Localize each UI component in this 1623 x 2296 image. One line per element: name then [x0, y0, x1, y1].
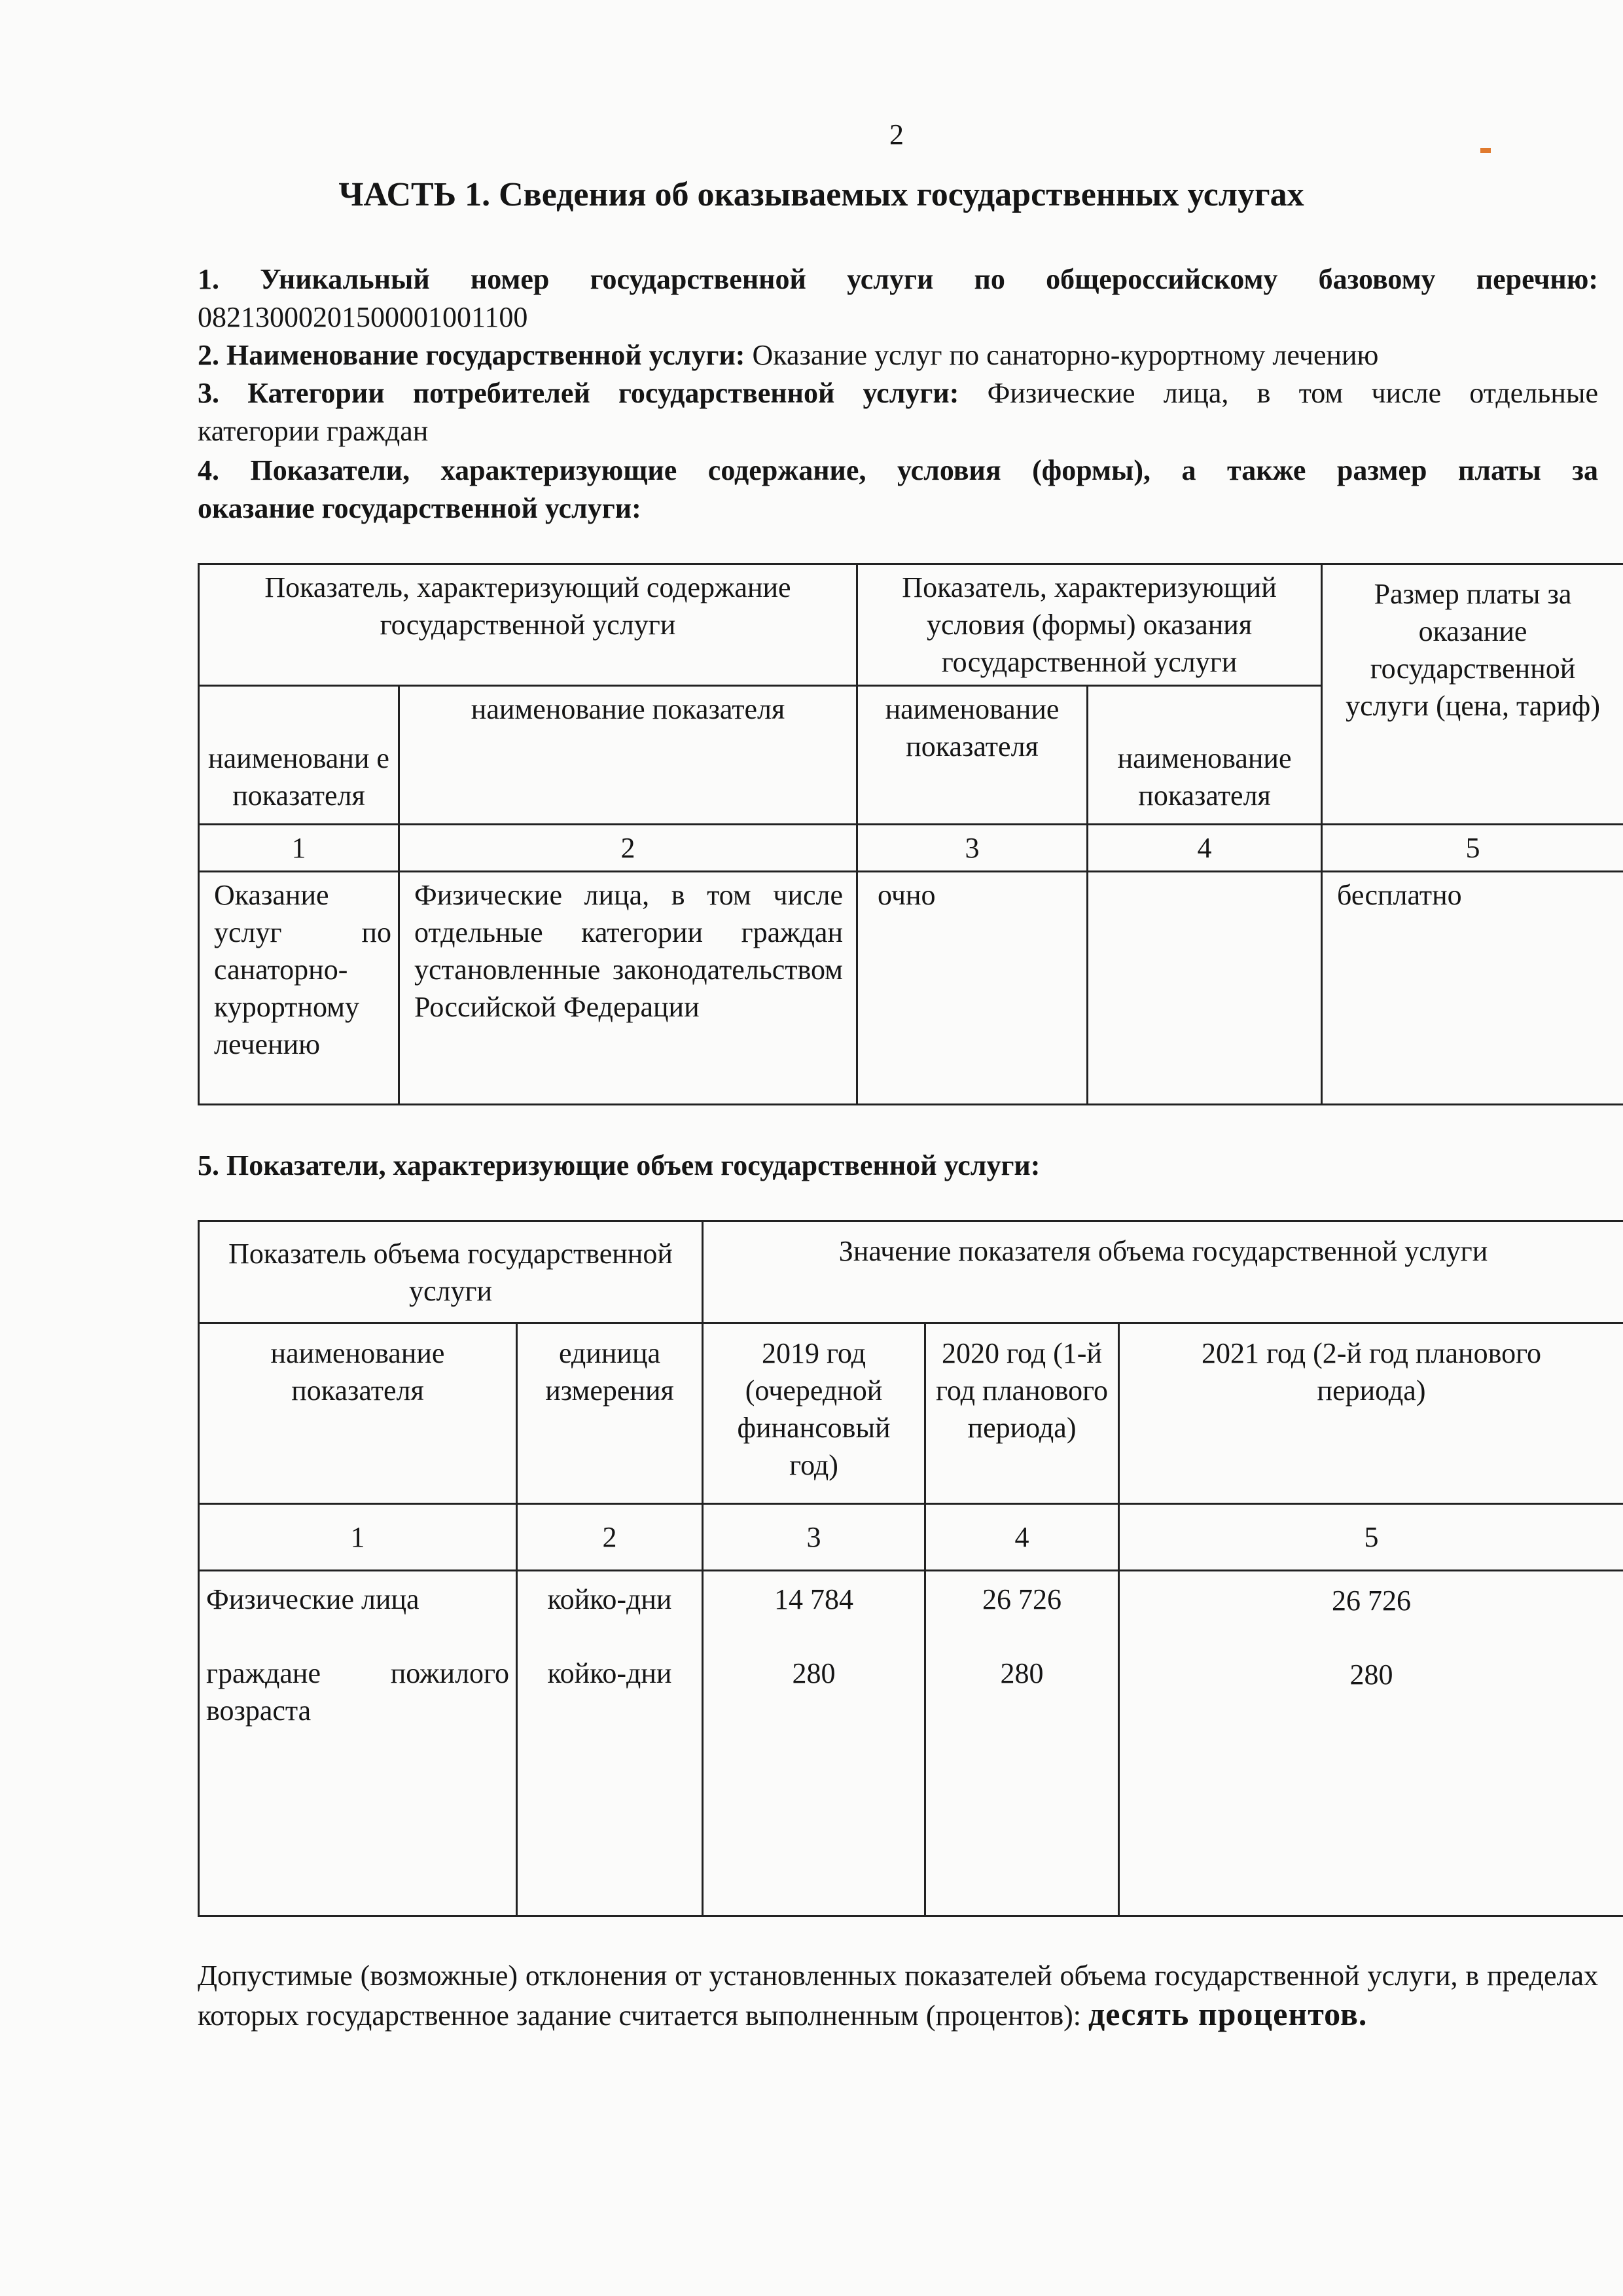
- item3-label: 3. Категории потребителей государственной услуги:: [198, 377, 959, 409]
- deviation-value: десять процентов.: [1088, 1996, 1368, 2032]
- t2-row1-2020: 26 726: [982, 1583, 1062, 1615]
- t1-sub-col1: наименовани е показателя: [199, 686, 399, 825]
- t1-cell-form: очно: [857, 872, 1088, 1105]
- t1-colnum-3: 3: [857, 825, 1088, 872]
- t2-row2-2020: 280: [1000, 1657, 1044, 1689]
- t2-2020-cell: [925, 1571, 1119, 1916]
- item3-value-line1: Физические лица, в том числе отдельные: [987, 377, 1599, 409]
- item5-label: 5. Показатели, характеризующие объем государственной услуги:: [198, 1149, 1041, 1181]
- t2-row2-2019: 280: [792, 1657, 836, 1689]
- t2-sub-unit: единица измерения: [517, 1323, 703, 1504]
- t1-head-content: Показатель, характеризующий содержание государственной услуги: [199, 564, 857, 686]
- item4-line1: 4. Показатели, характеризующие содержание, условия (формы), а также размер платы за: [198, 454, 1598, 486]
- t1-sub-col3: наименование показателя: [857, 686, 1088, 825]
- t2-colnum-3: 3: [703, 1504, 925, 1571]
- item4-line2: оказание государственной услуги:: [198, 492, 641, 524]
- t1-sub-col4: наименование показателя: [1088, 686, 1322, 825]
- t2-2019-cell: [703, 1571, 925, 1916]
- t1-colnum-4: 4: [1088, 825, 1322, 872]
- t1-cell-condition2: [1088, 872, 1322, 1105]
- item1-label: 1. Уникальный номер государственной услуги по общероссийскому базовому перечню:: [198, 263, 1598, 295]
- t2-row1-2021: 26 726: [1332, 1585, 1412, 1617]
- t1-cell-fee: бесплатно: [1322, 872, 1623, 1105]
- t2-2021-cell: [1119, 1571, 1623, 1916]
- t2-row1-name: Физические лица: [206, 1583, 419, 1615]
- t2-units-cell: [517, 1571, 703, 1916]
- t1-head-fee: Размер платы за оказание государственной услуги (цена, тариф): [1322, 564, 1623, 825]
- t2-row2-name: граждане пожилого возраста: [206, 1657, 509, 1727]
- t2-row2-2021: 280: [1349, 1659, 1393, 1691]
- deviation-text: Допустимые (возможные) отклонения от установленных показателей объема государственной услуги, в пределах которых государственное задание считается выполненным (процентов):: [198, 1960, 1598, 2032]
- item2-label: 2. Наименование государственной услуги:: [198, 339, 745, 371]
- page-number: 2: [889, 118, 904, 151]
- service-volume-table: [198, 1220, 1623, 1917]
- t2-sub-2021: 2021 год (2-й год планового периода): [1119, 1323, 1623, 1504]
- t2-head-indicator: Показатель объема государственной услуги: [199, 1221, 703, 1323]
- t1-colnum-1: 1: [199, 825, 399, 872]
- item2: [198, 336, 1598, 374]
- page-title: ЧАСТЬ 1. Сведения об оказываемых государственных услугах: [338, 176, 1304, 213]
- t2-sub-2019: 2019 год (очередной финансовый год): [703, 1323, 925, 1504]
- t2-colnum-5: 5: [1119, 1504, 1623, 1571]
- item3-value-line2: категории граждан: [198, 415, 429, 447]
- t2-sub-2020: 2020 год (1-й год планового периода): [925, 1323, 1119, 1504]
- t1-cell-consumers: Физические лица, в том числе отдельные категории граждан установленные законодательством Российской Федерации: [399, 872, 857, 1105]
- service-content-table: [198, 563, 1623, 1105]
- scan-mark: [1480, 148, 1491, 153]
- t1-cell-service: Оказание услуг по санаторно-курортному лечению: [199, 872, 399, 1105]
- item1-value: 0821300020150000100110​0: [198, 301, 528, 333]
- t2-colnum-4: 4: [925, 1504, 1119, 1571]
- t1-sub-col2: наименование показателя: [399, 686, 857, 825]
- t1-colnum-5: 5: [1322, 825, 1623, 872]
- item3: [198, 374, 1598, 412]
- t2-head-value: Значение показателя объема государственной услуги: [703, 1221, 1623, 1323]
- t2-row1-2019: 14 784: [774, 1583, 854, 1615]
- t2-row1-unit: койко-дни: [547, 1583, 672, 1615]
- t2-colnum-1: 1: [199, 1504, 517, 1571]
- t1-head-conditions: Показатель, характеризующий условия (формы) оказания государственной услуги: [857, 564, 1322, 686]
- deviation-paragraph: [198, 1957, 1598, 2035]
- t2-sub-name: наименование показателя: [199, 1323, 517, 1504]
- t2-names-cell: [199, 1571, 517, 1916]
- t2-row2-unit: койко-дни: [547, 1657, 672, 1689]
- t2-colnum-2: 2: [517, 1504, 703, 1571]
- item2-value: Оказание услуг по санаторно-курортному лечению: [752, 339, 1379, 371]
- t1-colnum-2: 2: [399, 825, 857, 872]
